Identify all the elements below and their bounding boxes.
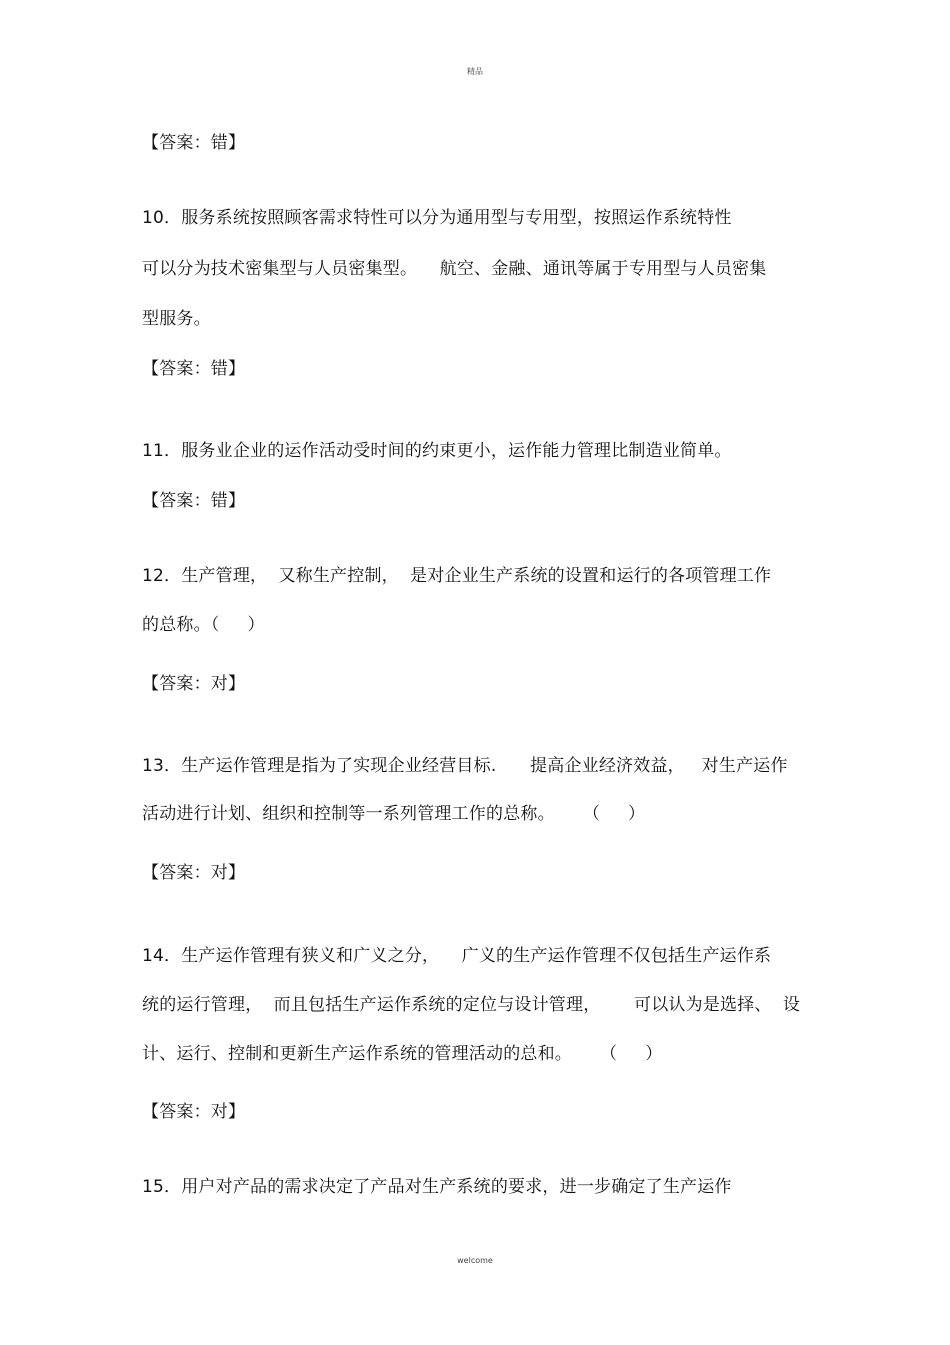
question-13-line-1: 13．生产运作管理是指为了实现企业经营目标. 提高企业经济效益， 对生产运作 bbox=[142, 756, 788, 776]
question-10-line-1: 10．服务系统按照顾客需求特性可以分为通用型与专用型，按照运作系统特性 bbox=[142, 208, 732, 228]
answer-14: 【答案：对】 bbox=[142, 1102, 246, 1122]
answer-11: 【答案：错】 bbox=[142, 491, 246, 511]
page-header: 精品 bbox=[467, 67, 483, 76]
question-15-line-1: 15．用户对产品的需求决定了产品对生产系统的要求，进一步确定了生产运作 bbox=[142, 1177, 732, 1197]
answer-12: 【答案：对】 bbox=[142, 674, 246, 694]
answer-10: 【答案：错】 bbox=[142, 359, 246, 379]
question-14-line-2: 统的运行管理， 而且包括生产运作系统的定位与设计管理， 可以认为是选择、 设 bbox=[142, 995, 801, 1015]
question-14-line-1: 14．生产运作管理有狭义和广义之分， 广义的生产运作管理不仅包括生产运作系 bbox=[142, 946, 772, 966]
question-10-line-3: 型服务。 bbox=[142, 309, 211, 329]
answer-13: 【答案：对】 bbox=[142, 863, 246, 883]
page-footer: welcome bbox=[457, 1256, 493, 1265]
question-10-line-2: 可以分为技术密集型与人员密集型。 航空、金融、通讯等属于专用型与人员密集 bbox=[142, 259, 767, 279]
question-13-line-2: 活动进行计划、组织和控制等一系列管理工作的总称。 （ ） bbox=[142, 804, 646, 824]
answer-9: 【答案：错】 bbox=[142, 133, 246, 153]
question-12-line-1: 12．生产管理， 又称生产控制， 是对企业生产系统的设置和运行的各项管理工作 bbox=[142, 566, 772, 586]
question-14-line-3: 计、运行、控制和更新生产运作系统的管理活动的总和。 （ ） bbox=[142, 1044, 663, 1064]
question-11-line-1: 11．服务业企业的运作活动受时间的约束更小，运作能力管理比制造业简单。 bbox=[142, 441, 732, 461]
question-12-line-2: 的总称。（ ） bbox=[142, 615, 265, 635]
